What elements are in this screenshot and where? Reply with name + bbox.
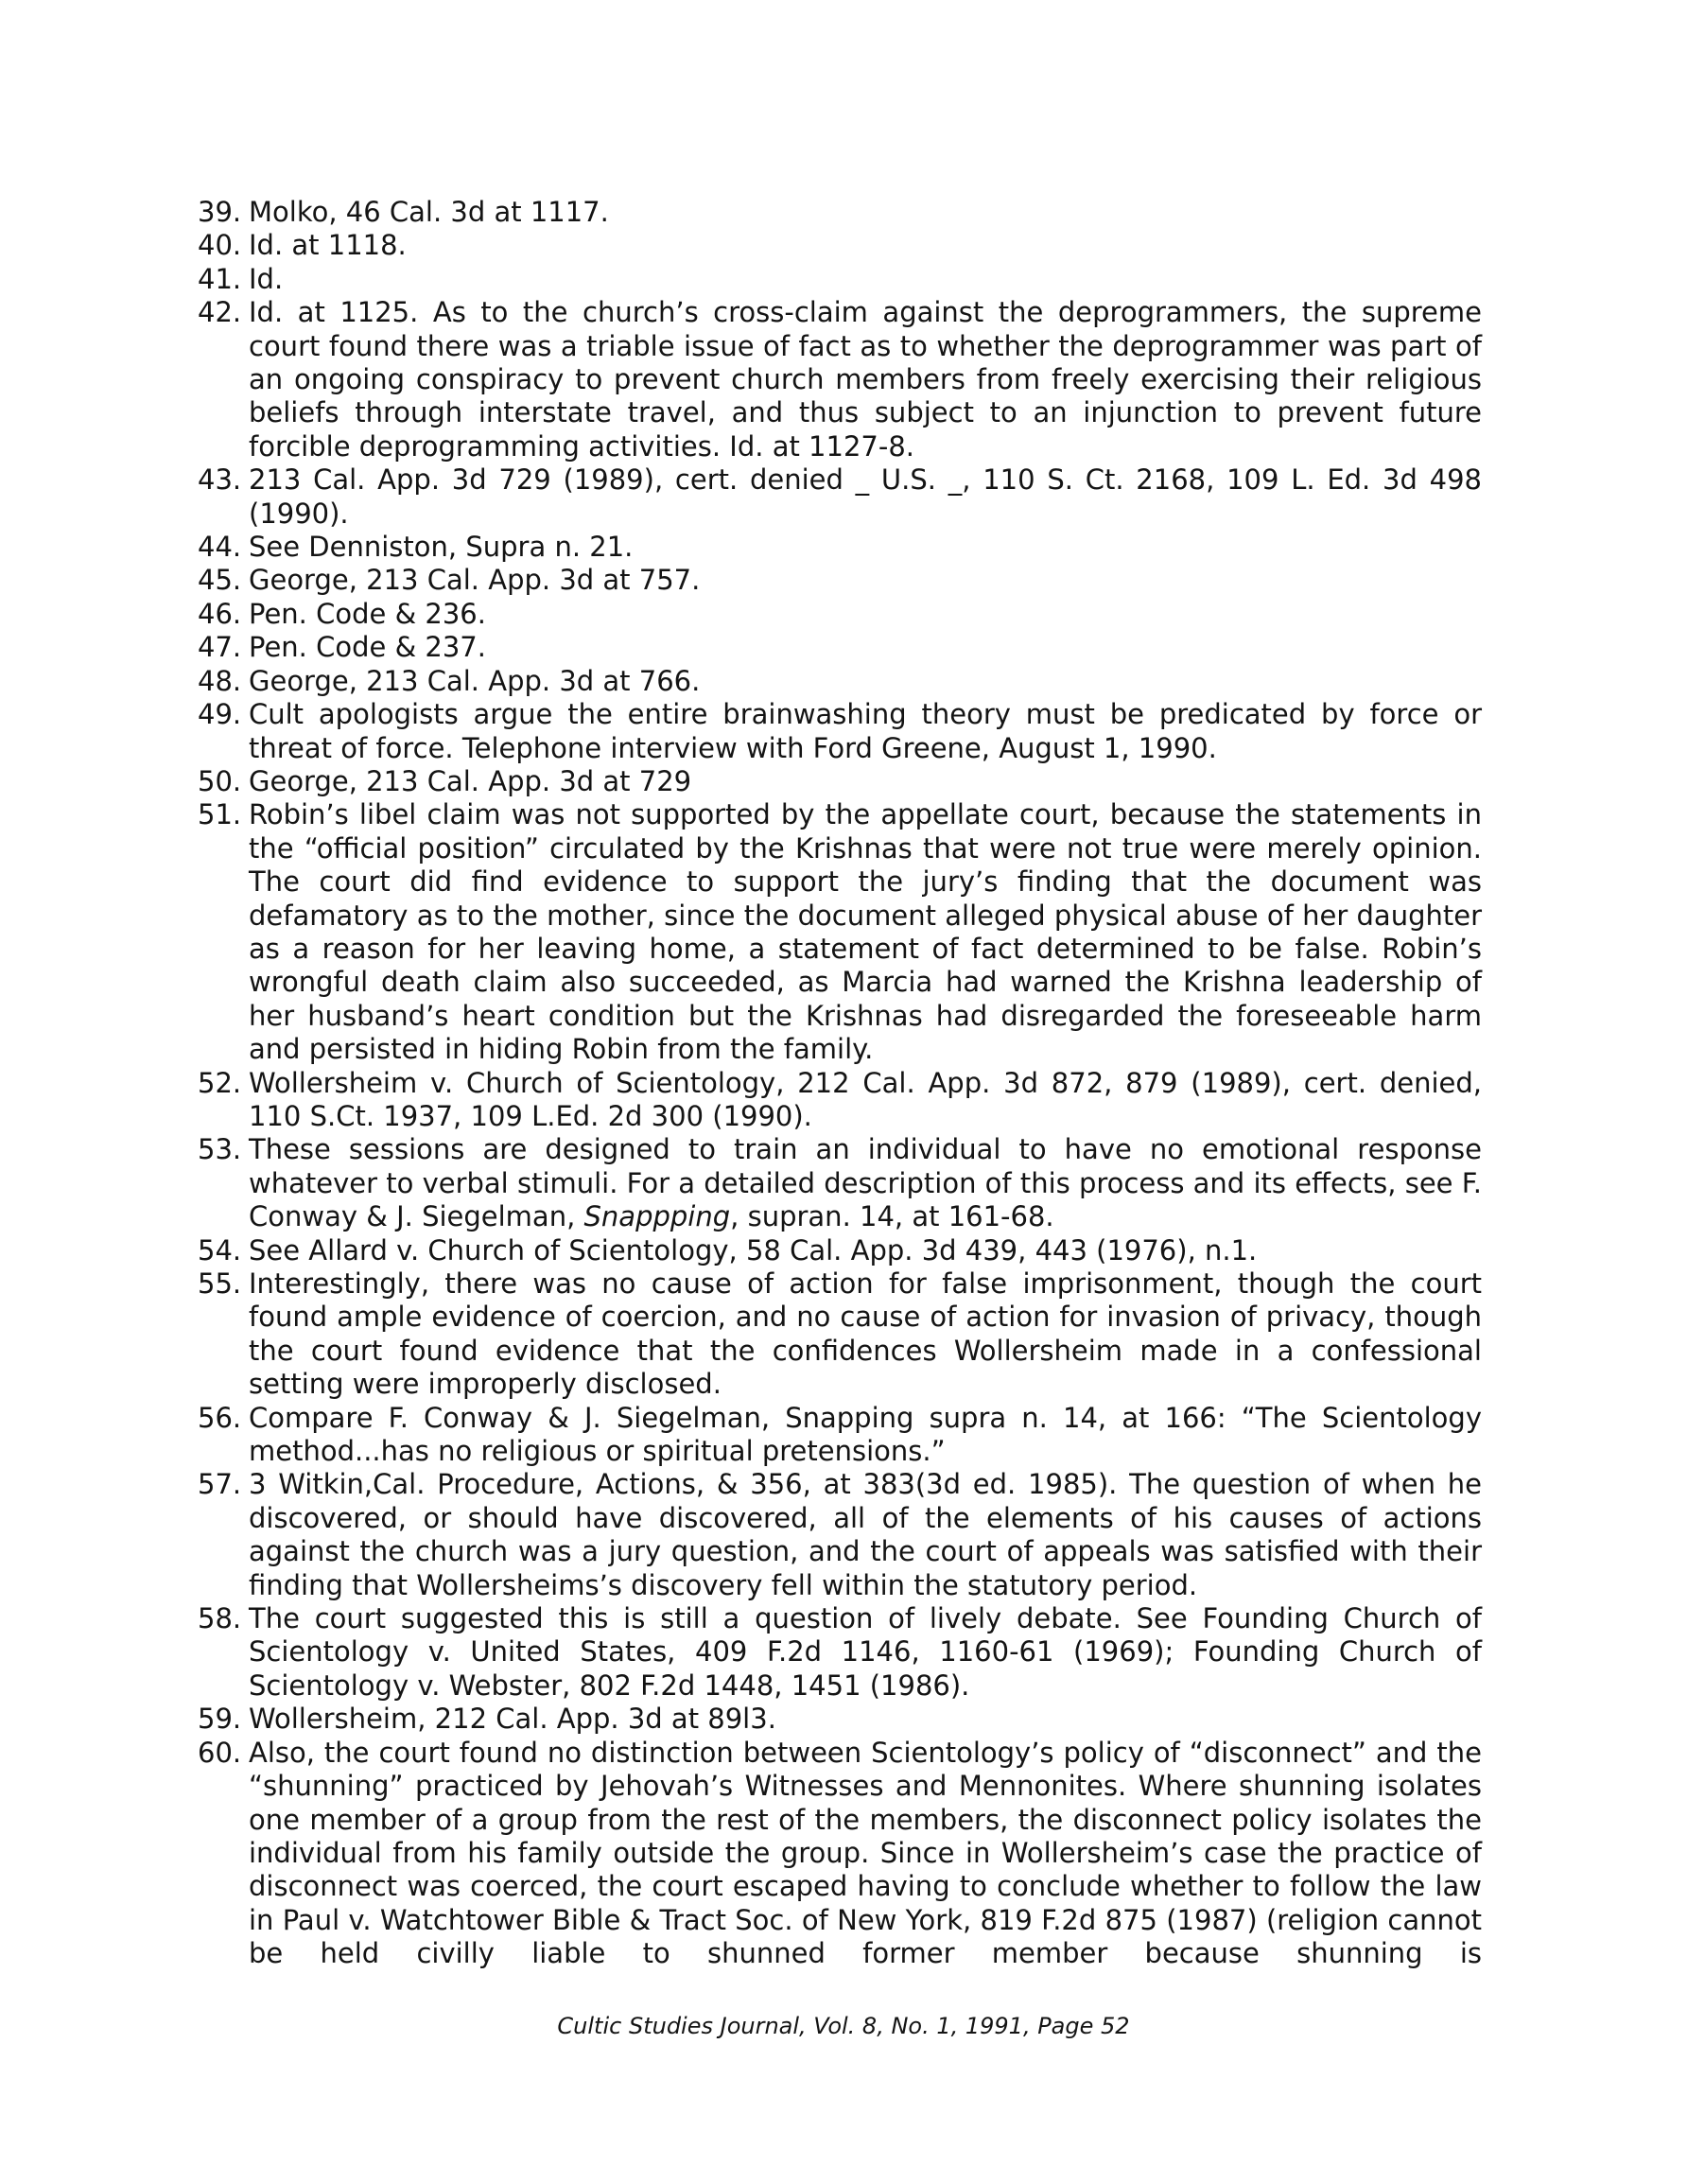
- endnote-text: Id. at 1125. As to the church’s cross-claim against the deprogrammers, the supreme court found there was a triable issue of fact as to whether the deprogrammer was part of an ongoing conspiracy to prevent church members from freely exercising their religious beliefs through interstate travel, and thus subject to an injunction to prevent future forcible deprogramming activities. Id. at 1127-8.: [249, 296, 1482, 463]
- endnote-40: [198, 229, 1482, 262]
- endnote-text: George, 213 Cal. App. 3d at 729: [249, 764, 692, 797]
- endnote-55: [198, 1267, 1482, 1402]
- endnote-text: Pen. Code & 237.: [249, 631, 486, 664]
- endnote-44: [198, 531, 1482, 564]
- endnote-text: George, 213 Cal. App. 3d at 766.: [249, 664, 701, 697]
- endnote-43: [198, 463, 1482, 531]
- endnote-text: Id. at 1118.: [249, 229, 407, 262]
- endnote-text: Id.: [249, 262, 284, 295]
- endnote-number: 45.: [198, 564, 242, 597]
- endnote-text: Wollersheim v. Church of Scientology, 212 Cal. App. 3d 872, 879 (1989), cert. denied, 110 S.Ct. 1937, 109 L.Ed. 2d 300 (1990).: [249, 1066, 1482, 1132]
- endnote-41: [198, 263, 1482, 296]
- endnote-text: See Allard v. Church of Scientology, 58 Cal. App. 3d 439, 443 (1976), n.1.: [249, 1233, 1258, 1267]
- endnotes-list: [198, 196, 1482, 1971]
- endnote-39: [198, 196, 1482, 229]
- endnote-number: 43.: [198, 463, 242, 497]
- endnote-number: 50.: [198, 764, 242, 797]
- endnote-text: [249, 1133, 1482, 1233]
- endnote-57: [198, 1468, 1482, 1602]
- endnote-text: Molko, 46 Cal. 3d at 1117.: [249, 196, 609, 228]
- endnote-number: 40.: [198, 229, 242, 262]
- endnote-60: [198, 1737, 1482, 1971]
- endnote-46: [198, 598, 1482, 631]
- endnote-number: 48.: [198, 664, 242, 697]
- endnote-number: 47.: [198, 631, 242, 664]
- endnote-text: Compare F. Conway & J. Siegelman, Snapping supra n. 14, at 166: “The Scientology method...has no religious or spiritual pretensions.”: [249, 1401, 1482, 1468]
- endnote-text: Interestingly, there was no cause of action for false imprisonment, though the court found ample evidence of coercion, and no cause of action for invasion of privacy, though the court found evidence that the confidences Wollersheim made in a confessional setting were improperly disclosed.: [249, 1267, 1482, 1401]
- endnote-number: 39.: [198, 196, 242, 228]
- endnote-number: 58.: [198, 1602, 242, 1635]
- endnote-number: 46.: [198, 597, 242, 630]
- endnote-text: Pen. Code & 236.: [249, 597, 486, 630]
- endnote-text-part: , supran. 14, at 161-68.: [730, 1200, 1054, 1233]
- endnote-number: 42.: [198, 296, 242, 329]
- endnote-text: 3 Witkin,Cal. Procedure, Actions, & 356, at 383(3d ed. 1985). The question of when he discovered, or should have discovered, all of the elements of his causes of actions against the church was a jury question, and the court of appeals was satisfied with their finding that Wollersheims’s discovery fell within the statutory period.: [249, 1468, 1482, 1601]
- endnote-number: 55.: [198, 1267, 242, 1300]
- endnote-number: 60.: [198, 1736, 242, 1769]
- endnote-text-part: These sessions are designed to train an individual to have no emotional response whatever to verbal stimuli. For a detailed description of this process and its effects, see F. Conway & J. Siegelman,: [249, 1133, 1482, 1233]
- endnote-text: 213 Cal. App. 3d 729 (1989), cert. denied _ U.S. _, 110 S. Ct. 2168, 109 L. Ed. 3d 498 (1990).: [249, 463, 1482, 530]
- endnote-number: 59.: [198, 1703, 242, 1736]
- page-footer: Cultic Studies Journal, Vol. 8, No. 1, 1991, Page 52: [557, 2013, 1130, 2039]
- endnote-54: [198, 1234, 1482, 1267]
- endnote-49: [198, 698, 1482, 765]
- endnote-text: Also, the court found no distinction between Scientology’s policy of “disconnect” and the “shunning” practiced by Jehovah’s Witnesses and Mennonites. Where shunning isolates one member of a group from the rest of the members, the disconnect policy isolates the individual from his family outside the group. Since in Wollersheim’s case the practice of disconnect was coerced, the court escaped having to conclude whether to follow the law in Paul v. Watchtower Bible & Tract Soc. of New York, 819 F.2d 875 (1987) (religion cannot be held civilly liable to shunned former member because shunning is: [249, 1736, 1482, 1970]
- endnote-50: [198, 765, 1482, 798]
- endnote-number: 52.: [198, 1066, 242, 1099]
- endnote-number: 54.: [198, 1233, 242, 1267]
- endnote-51: [198, 798, 1482, 1066]
- endnote-number: 44.: [198, 531, 242, 564]
- endnote-number: 49.: [198, 698, 242, 731]
- endnote-42: [198, 296, 1482, 463]
- endnote-number: 56.: [198, 1401, 242, 1434]
- endnote-text: The court suggested this is still a question of lively debate. See Founding Church of Scientology v. United States, 409 F.2d 1146, 1160-61 (1969); Founding Church of Scientology v. Webster, 802 F.2d 1448, 1451 (1986).: [249, 1602, 1482, 1702]
- endnote-58: [198, 1602, 1482, 1703]
- endnote-47: [198, 631, 1482, 664]
- endnote-number: 51.: [198, 798, 242, 831]
- endnote-text: Wollersheim, 212 Cal. App. 3d at 89l3.: [249, 1703, 776, 1736]
- endnote-53: [198, 1133, 1482, 1233]
- endnote-56: [198, 1402, 1482, 1469]
- endnote-59: [198, 1703, 1482, 1736]
- endnote-number: 53.: [198, 1133, 242, 1166]
- endnote-text: Cult apologists argue the entire brainwashing theory must be predicated by force or threat of force. Telephone interview with Ford Greene, August 1, 1990.: [249, 698, 1482, 764]
- endnote-number: 41.: [198, 262, 242, 295]
- endnote-number: 57.: [198, 1468, 242, 1501]
- endnote-48: [198, 665, 1482, 698]
- endnote-45: [198, 564, 1482, 597]
- endnote-text: Robin’s libel claim was not supported by the appellate court, because the statements in the “official position” circulated by the Krishnas that were not true were merely opinion. The court did find evidence to support the jury’s finding that the document was defamatory as to the mother, since the document alleged physical abuse of her daughter as a reason for her leaving home, a statement of fact determined to be false. Robin’s wrongful death claim also succeeded, as Marcia had warned the Krishna leadership of her husband’s heart condition but the Krishnas had disregarded the foreseeable harm and persisted in hiding Robin from the family.: [249, 798, 1482, 1066]
- endnote-text: George, 213 Cal. App. 3d at 757.: [249, 564, 701, 597]
- endnote-text: See Denniston, Supra n. 21.: [249, 531, 634, 564]
- endnote-52: [198, 1067, 1482, 1134]
- book-title-italic: Snappping: [583, 1200, 731, 1233]
